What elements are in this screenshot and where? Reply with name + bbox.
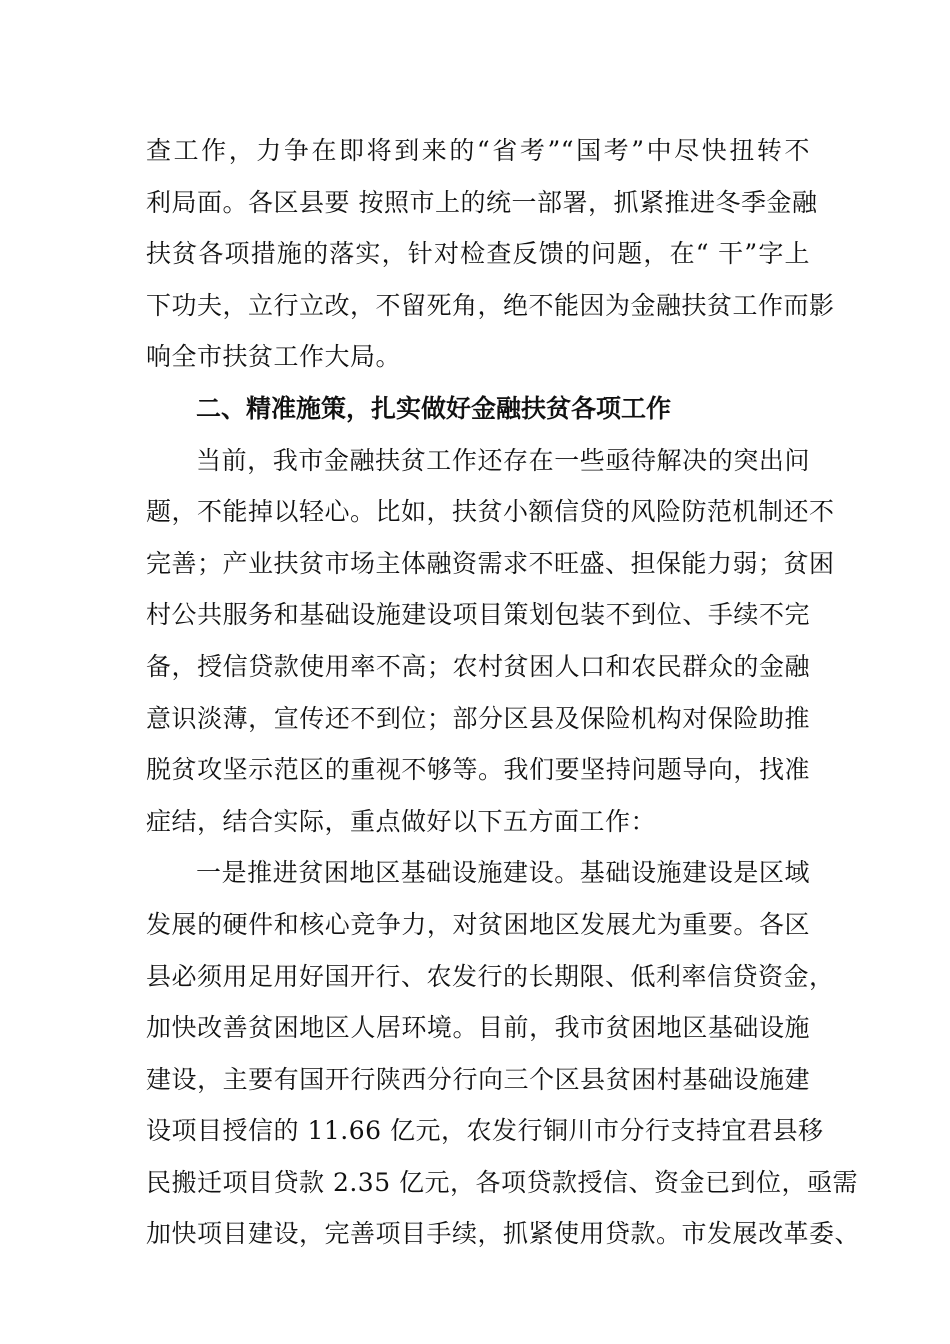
text-line: [146, 125, 810, 177]
text-line: [146, 331, 810, 383]
text-line: [146, 1054, 810, 1106]
text-line: [146, 538, 835, 590]
line-text: 备，授信贷款使用率不高；农村贫困人口和农民群众的金融: [146, 651, 810, 681]
text-line: [146, 1105, 824, 1157]
text-line: [146, 641, 810, 693]
line-text: 一是推进贫困地区基础设施建设。基础设施建设是区域: [196, 858, 810, 888]
line-text: 加快改善贫困地区人居环境。目前，我市贫困地区基础设施: [146, 1013, 810, 1043]
line-text: 症结，结合实际，重点做好以下五方面工作：: [146, 806, 657, 836]
text-line: [146, 1157, 859, 1209]
line-text: 查工作，力争在即将到来的“省考”“国考”中尽快扭转不: [146, 136, 810, 165]
line-text: 县必须用足用好国开行、农发行的长期限、低利率信贷资金，: [146, 961, 835, 991]
line-text: 设项目授信的 11.66 亿元，农发行铜川市分行支持宜君县移: [146, 1116, 824, 1146]
line-text: 响全市扶贫工作大局。: [146, 342, 402, 372]
text-line: [146, 589, 810, 641]
line-text: 建设，主要有国开行陕西分行向三个区县贫困村基础设施建: [146, 1064, 810, 1094]
line-text: 完善；产业扶贫市场主体融资需求不旺盛、担保能力弱；贫困: [146, 548, 835, 578]
line-text: 村公共服务和基础设施建设项目策划包装不到位、手续不完: [146, 600, 810, 630]
line-text: 利局面。各区县要 按照市上的统一部署，抓紧推进冬季金融: [146, 187, 818, 217]
text-line: [146, 177, 818, 229]
text-line: [146, 280, 835, 332]
text-line: [146, 486, 835, 538]
text-line: [146, 899, 810, 951]
text-line: [146, 228, 810, 280]
line-text: 题，不能掉以轻心。比如，扶贫小额信贷的风险防范机制还不: [146, 497, 835, 527]
text-line: [146, 744, 810, 796]
text-line: [146, 693, 810, 745]
line-text: 意识淡薄，宣传还不到位；部分区县及保险机构对保险助推: [146, 703, 810, 733]
line-text: 当前，我市金融扶贫工作还存在一些亟待解决的突出问: [196, 445, 810, 475]
paragraph-first-line: [146, 435, 810, 487]
text-line: [146, 1208, 861, 1260]
paragraph-first-line: [146, 847, 810, 899]
line-text: 下功夫，立行立改，不留死角，绝不能因为金融扶贫工作而影: [146, 290, 835, 320]
line-text: 扶贫各项措施的落实，针对检查反馈的问题，在“ 干”字上: [146, 239, 810, 269]
text-line: [146, 796, 810, 848]
line-text: 发展的硬件和核心竞争力，对贫困地区发展尤为重要。各区: [146, 909, 810, 939]
document-page: [146, 125, 861, 1260]
text-line: [146, 951, 835, 1003]
section-heading: [146, 383, 810, 435]
line-text: 加快项目建设，完善项目手续，抓紧使用贷款。市发展改革委、: [146, 1219, 861, 1249]
line-text: 民搬迁项目贷款 2.35 亿元，各项贷款授信、资金已到位，亟需: [146, 1167, 859, 1197]
line-text: 脱贫攻坚示范区的重视不够等。我们要坚持问题导向，找准: [146, 755, 810, 785]
text-line: [146, 1002, 810, 1054]
heading-text: 二、精准施策，扎实做好金融扶贫各项工作: [196, 393, 672, 423]
